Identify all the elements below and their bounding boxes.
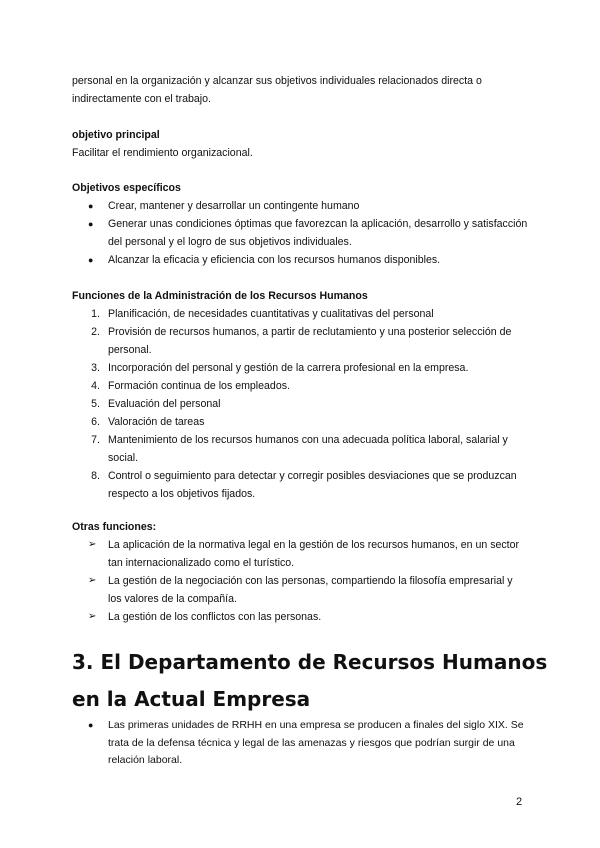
list-item: 1. Planificación, de necesidades cuantitativas y cualitativas del personal [91,308,434,320]
bullet-icon: ● [88,201,94,211]
list-item: 3. Incorporación del personal y gestión de la carrera profesional en la empresa. [91,362,469,374]
bullet-icon: ● [88,219,94,229]
principal-text: Facilitar el rendimiento organizacional. [72,147,253,159]
arrow-icon: ➢ [88,611,97,622]
funciones-heading: Funciones de la Administración de los Recursos Humanos [72,290,368,302]
list-item: 5. Evaluación del personal [91,398,221,410]
otras-list [88,536,528,626]
intro-paragraph: personal en la organización y alcanzar sus objetivos individuales relacionados directa o indirectamente con el trabajo. [72,75,482,105]
list-item: ● Generar unas condiciones óptimas que favorezcan la aplicación, desarrollo y satisfacción del personal y el logro de sus objetivos individuales. [88,215,528,251]
especificos-heading: Objetivos específicos [72,182,181,194]
section-list [88,717,528,770]
list-item: 7. Mantenimiento de los recursos humanos con una adecuada política laboral, salarial y social. [91,434,508,464]
list-item: ● Alcanzar la eficacia y eficiencia con los recursos humanos disponibles. [88,251,528,269]
section-title: 3. El Departamento de Recursos Humanos en la Actual Empresa [72,650,548,711]
list-item: ➢ La gestión de la negociación con las personas, compartiendo la filosofía empresarial y los valores de la compañía. [88,572,528,608]
list-item: 4. Formación continua de los empleados. [91,380,290,392]
list-item: ● Las primeras unidades de RRHH en una empresa se producen a finales del siglo XIX. Se trata de la defensa técnica y legal de las amenazas y riesgos que podrían surgir de una relación laboral. [88,719,524,766]
list-item: 6. Valoración de tareas [91,416,205,428]
funciones-list [82,305,528,503]
list-item: ● Crear, mantener y desarrollar un contingente humano [88,197,528,215]
list-item: ➢ La gestión de los conflictos con las personas. [88,608,528,626]
bullet-icon: ● [88,720,94,730]
otras-heading: Otras funciones: [72,521,157,533]
arrow-icon: ➢ [88,575,97,586]
principal-heading: objetivo principal [72,129,160,141]
bullet-icon: ● [88,255,94,265]
list-item: 2. Provisión de recursos humanos, a partir de reclutamiento y una posterior selección de personal. [91,326,512,356]
arrow-icon: ➢ [88,539,97,550]
especificos-list [88,197,528,269]
page-number: 2 [516,796,523,808]
list-item: ➢ La aplicación de la normativa legal en la gestión de los recursos humanos, en un sector tan internacionalizado como el turístico. [88,536,528,572]
list-item: 8. Control o seguimiento para detectar y corregir posibles desviaciones que se produzcan respecto a los objetivos fijados. [91,470,517,500]
